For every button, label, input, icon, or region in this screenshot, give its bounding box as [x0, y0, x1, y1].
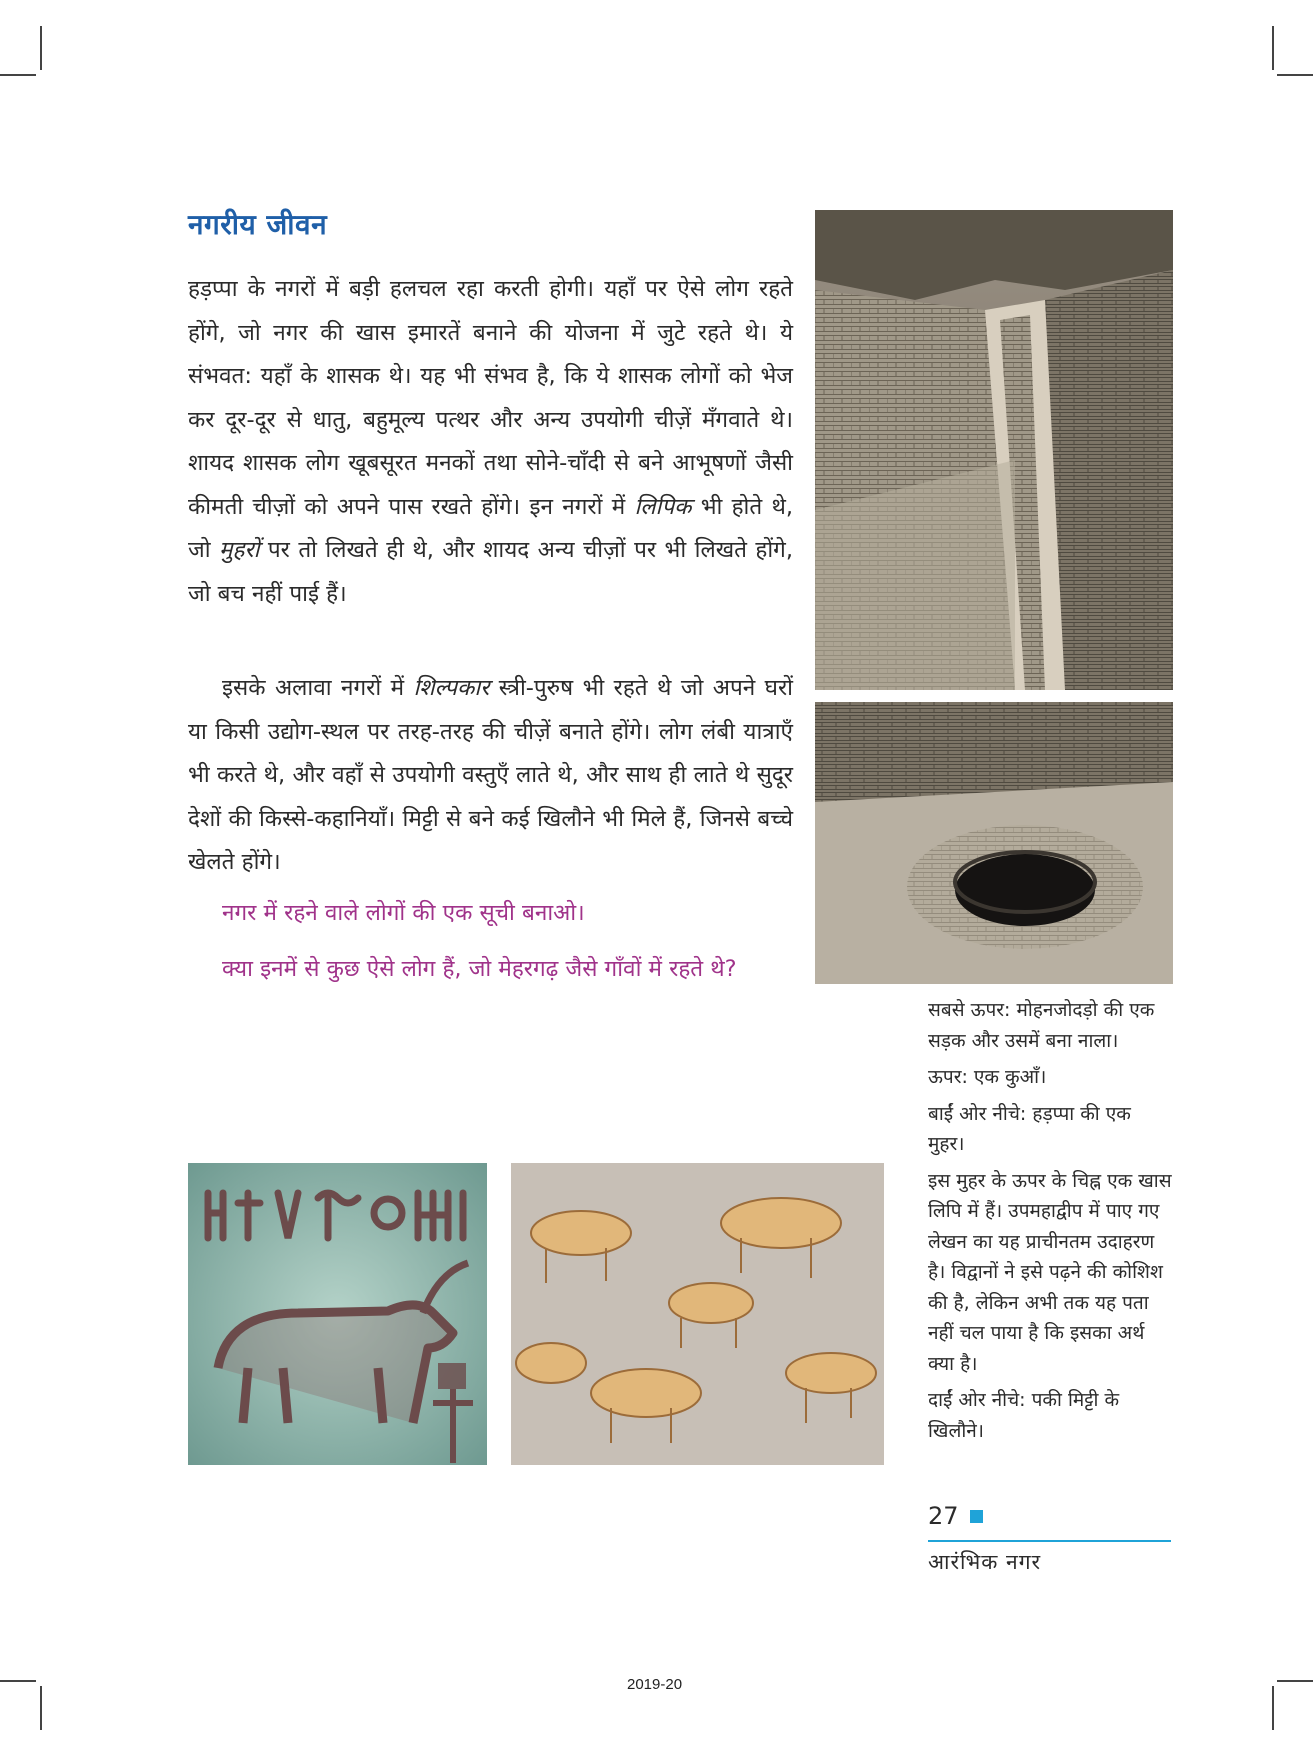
photo-terracotta-toys: [511, 1163, 884, 1465]
question-1: नगर में रहने वाले लोगों की एक सूची बनाओ।: [222, 900, 585, 926]
photo-street-drain: [815, 210, 1173, 690]
crop-mark: [40, 26, 42, 70]
paragraph-1-text-mid: भी होते थे, जो: [188, 493, 794, 563]
crop-mark: [0, 1680, 36, 1682]
crop-mark: [1272, 26, 1274, 70]
caption-above: ऊपर: एक कुआँ।: [928, 1066, 1047, 1088]
footer-rule: [928, 1540, 1171, 1542]
page-number: 27: [928, 1502, 959, 1530]
paragraph-2-text-end: स्त्री-पुरुष भी रहते थे जो अपने घरों या किसी उद्योग-स्थल पर तरह-तरह की चीज़ें बनाते होंगे। लोग लंबी यात्राएँ भी करते थे, और वहाँ से उपयोगी वस्तुएँ लाते थे, और साथ ही लाते थे सुदूर देशों की किस्से-कहानियाँ। मिट्टी से बने कई खिलौने भी मिले हैं, जिनसे बच्चे खेलते होंगे।: [188, 675, 793, 875]
term-seals: मुहरों: [218, 537, 260, 563]
crop-mark: [1272, 1686, 1274, 1730]
paragraph-1-text: हड़प्पा के नगरों में बड़ी हलचल रहा करती होगी। यहाँ पर ऐसे लोग रहते होंगे, जो नगर की खास इमारतें बनाने की योजना में जुटे रहते थे। ये संभवत: यहाँ के शासक थे। यह भी संभव है, कि ये शासक लोगों को भेज कर दूर-दूर से धातु, बहुमूल्य पत्थर और अन्य उपयोगी चीज़ें मँगवाते थे। शायद शासक लोग खूबसूरत मनकों तथा सोने-चाँदी से बने आभूषणों जैसी कीमती चीज़ों को अपने पास रखते होंगे। इन नगरों में: [188, 276, 793, 520]
crop-mark: [0, 74, 36, 76]
paragraph-2-text: इसके अलावा नगरों में: [222, 675, 414, 701]
paragraph-1-text-end: पर तो लिखते ही थे, और शायद अन्य चीज़ों पर भी लिखते होंगे, जो बच नहीं पाई हैं।: [188, 537, 793, 607]
caption-seal-note: इस मुहर के ऊपर के चिह्न एक खास लिपि में हैं। उपमहाद्वीप में पाए गए लेखन का यह प्राचीनतम उदाहरण है। विद्वानों ने इसे पढ़ने की कोशिश की है, लेकिन अभी तक यह पता नहीं चल पाया है कि इसका अर्थ क्या है।: [928, 1169, 1172, 1375]
caption-top: सबसे ऊपर: मोहनजोदड़ो की एक सड़क और उसमें बना नाला।: [928, 999, 1155, 1052]
caption-bottom-left: बाईं ओर नीचे: हड़प्पा की एक मुहर।: [928, 1102, 1131, 1155]
photo-well: [815, 702, 1173, 984]
term-scribe: लिपिक: [634, 493, 692, 520]
page-number-marker: [970, 1510, 983, 1523]
edition-year: 2019-20: [627, 1676, 683, 1693]
chapter-title: आरंभिक नगर: [928, 1550, 1042, 1574]
paragraph-2: [188, 667, 793, 885]
crop-mark: [1277, 1680, 1313, 1682]
crop-mark: [40, 1686, 42, 1730]
paragraph-1: [188, 268, 793, 616]
term-craftsperson: शिल्पकार: [413, 675, 490, 701]
photo-harappan-seal: [188, 1163, 487, 1465]
crop-mark: [1277, 74, 1313, 76]
figure-caption: [928, 995, 1173, 1452]
caption-bottom-right: दाईं ओर नीचे: पकी मिट्टी के खिलौने।: [928, 1389, 1120, 1442]
section-heading: नगरीय जीवन: [188, 208, 328, 241]
question-2: क्या इनमें से कुछ ऐसे लोग हैं, जो मेहरगढ़ जैसे गाँवों में रहते थे?: [222, 956, 737, 982]
